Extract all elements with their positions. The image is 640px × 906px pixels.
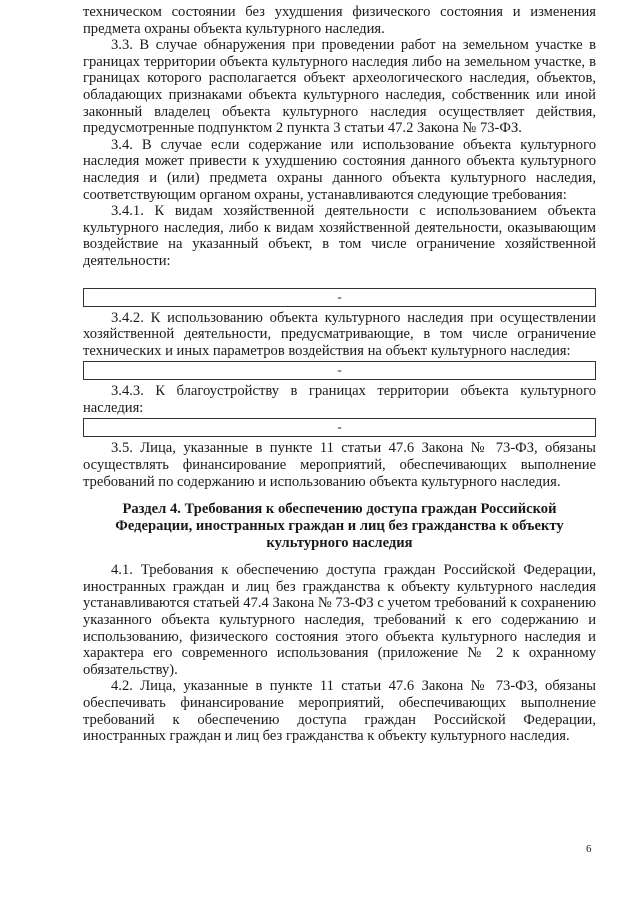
paragraph-4-1: 4.1. Требования к обеспечению доступа граждан Российской Федерации, иностранных граждан и лиц без гражданства к объекту культурного наследия устанавливаются статьей 47.4 Закона № 73-ФЗ с учетом требований к сохранению указанного объекта культурного наследия, требований к его содержанию и использованию, физического состояния этого объекта культурного наследия и характера его современного использования (приложение № 2 к охранному обязательству). bbox=[83, 562, 597, 678]
field-box-3-4-3: - bbox=[83, 418, 596, 437]
paragraph-3-4: 3.4. В случае если содержание или использование объекта культурного наследия может привести к ухудшению состояния данного объекта культурного наследия и (или) предмета охраны данного объекта культурного наследия, соответствующим органом охраны, устанавливаются следующие требования: bbox=[83, 136, 596, 203]
paragraph-4-2: 4.2. Лица, указанные в пункте 11 статьи 47.6 Закона № 73-ФЗ, обязаны обеспечивать финансирование мероприятий, обеспечивающих выполнение требований к обеспечению доступа граждан Российской Федерации, иностранных граждан и лиц без гражданства к объекту культурного наследия. bbox=[83, 678, 596, 745]
document-body bbox=[83, 4, 596, 745]
paragraph-3-4-3: 3.4.3. К благоустройству в границах территории объекта культурного наследия: bbox=[83, 383, 596, 416]
paragraph-3-3: 3.3. В случае обнаружения при проведении работ на земельном участке в границах территории объекта культурного наследия либо на земельном участке, в границах которого располагается объект археологического наследия, объектов, обладающих признаками объекта культурного наследия, собственник или иной законный владелец объекта культурного наследия осуществляет действия, предусмотренные подпунктом 2 пункта 3 статьи 47.2 Закона № 73-ФЗ. bbox=[83, 37, 596, 137]
field-box-3-4-2: - bbox=[83, 361, 596, 380]
paragraph-continuation: техническом состоянии без ухудшения физического состояния и изменения предмета охраны объекта культурного наследия. bbox=[83, 4, 596, 37]
section-4-heading: Раздел 4. Требования к обеспечению доступа граждан Российской Федерации, иностранных граждан и лиц без гражданства к объекту культурного наследия bbox=[115, 501, 564, 552]
paragraph-3-5: 3.5. Лица, указанные в пункте 11 статьи 47.6 Закона № 73-ФЗ, обязаны осуществлять финансирование мероприятий, обеспечивающих выполнение требований по содержанию и использованию объекта культурного наследия. bbox=[83, 440, 596, 490]
paragraph-3-4-2: 3.4.2. К использованию объекта культурного наследия при осуществлении хозяйственной деятельности, предусматривающие, в том числе ограничение технических и иных параметров воздействия на объект культурного наследия: bbox=[83, 309, 596, 359]
page-number: 6 bbox=[586, 843, 592, 855]
paragraph-3-4-1: 3.4.1. К видам хозяйственной деятельности с использованием объекта культурного наследия, либо к видам хозяйственной деятельности, оказывающим воздействие на указанный объект, в том числе ограничение хозяйственной деятельности: bbox=[83, 203, 596, 269]
field-box-3-4-1: - bbox=[83, 288, 596, 307]
